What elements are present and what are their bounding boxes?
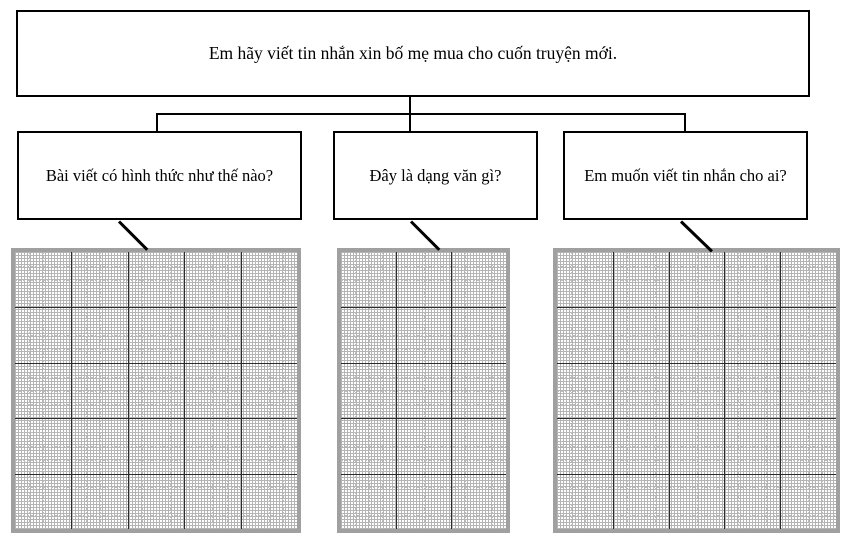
grid-minor-vertical-line (198, 252, 199, 529)
grid-minor-horizontal-line (557, 294, 836, 295)
grid-major-horizontal-line (557, 418, 836, 419)
grid-minor-vertical-line (710, 252, 711, 529)
grid-major-horizontal-line (341, 307, 506, 308)
answer-grid-1[interactable] (11, 248, 301, 533)
question-3-text: Em muốn viết tin nhắn cho ai? (584, 165, 787, 185)
answer-grid-2-lines (341, 252, 506, 529)
grid-minor-horizontal-line (341, 349, 506, 350)
grid-minor-vertical-line (57, 252, 58, 529)
question-box-2 (333, 131, 538, 220)
grid-major-horizontal-line (341, 418, 506, 419)
answer-grid-3[interactable] (553, 248, 840, 533)
grid-minor-vertical-line (655, 252, 656, 529)
grid-minor-horizontal-line (341, 294, 506, 295)
question-box-3 (563, 131, 808, 220)
grid-major-vertical-line (669, 252, 670, 529)
grid-minor-horizontal-line (15, 446, 297, 447)
prompt-box (16, 10, 810, 97)
leader-line-2 (410, 220, 440, 250)
grid-major-vertical-line (451, 252, 452, 529)
grid-minor-horizontal-line (557, 377, 836, 378)
grid-minor-horizontal-line (341, 335, 506, 336)
answer-grid-2[interactable] (337, 248, 510, 533)
grid-minor-vertical-line (170, 252, 171, 529)
grid-minor-vertical-line (410, 252, 411, 529)
grid-minor-vertical-line (437, 252, 438, 529)
grid-minor-vertical-line (599, 252, 600, 529)
grid-minor-vertical-line (382, 252, 383, 529)
grid-minor-horizontal-line (557, 266, 836, 267)
grid-major-vertical-line (71, 252, 72, 529)
grid-minor-horizontal-line (15, 404, 297, 405)
grid-minor-horizontal-line (341, 266, 506, 267)
grid-minor-horizontal-line (15, 487, 297, 488)
connector-drop-left (156, 113, 158, 132)
grid-minor-vertical-line (43, 252, 44, 529)
grid-minor-horizontal-line (341, 391, 506, 392)
connector-drop-middle (409, 113, 411, 132)
grid-minor-horizontal-line (15, 280, 297, 281)
grid-minor-horizontal-line (341, 321, 506, 322)
grid-major-horizontal-line (557, 307, 836, 308)
grid-major-horizontal-line (557, 474, 836, 475)
grid-minor-vertical-line (683, 252, 684, 529)
connector-horizontal-bus (156, 113, 686, 115)
grid-minor-vertical-line (492, 252, 493, 529)
grid-major-vertical-line (128, 252, 129, 529)
grid-major-vertical-line (780, 252, 781, 529)
grid-minor-vertical-line (29, 252, 30, 529)
grid-minor-horizontal-line (15, 266, 297, 267)
grid-major-horizontal-line (15, 474, 297, 475)
grid-minor-vertical-line (822, 252, 823, 529)
grid-minor-horizontal-line (341, 377, 506, 378)
grid-major-vertical-line (724, 252, 725, 529)
grid-major-vertical-line (241, 252, 242, 529)
grid-minor-vertical-line (794, 252, 795, 529)
grid-major-horizontal-line (341, 363, 506, 364)
grid-minor-horizontal-line (557, 446, 836, 447)
question-box-1 (17, 131, 302, 220)
grid-major-horizontal-line (341, 474, 506, 475)
grid-minor-horizontal-line (341, 487, 506, 488)
grid-minor-horizontal-line (341, 432, 506, 433)
grid-minor-horizontal-line (341, 515, 506, 516)
grid-minor-horizontal-line (557, 501, 836, 502)
grid-minor-horizontal-line (15, 501, 297, 502)
grid-major-horizontal-line (15, 418, 297, 419)
grid-minor-vertical-line (766, 252, 767, 529)
question-1-text: Bài viết có hình thức như thế nào? (45, 165, 274, 185)
grid-minor-horizontal-line (557, 349, 836, 350)
grid-minor-vertical-line (283, 252, 284, 529)
grid-minor-horizontal-line (15, 349, 297, 350)
grid-minor-horizontal-line (15, 432, 297, 433)
prompt-text: Em hãy viết tin nhắn xin bố mẹ mua cho cuốn truyện mới. (208, 43, 618, 64)
grid-minor-horizontal-line (557, 391, 836, 392)
answer-grid-3-lines (557, 252, 836, 529)
grid-minor-vertical-line (752, 252, 753, 529)
grid-major-horizontal-line (15, 307, 297, 308)
grid-minor-horizontal-line (341, 460, 506, 461)
grid-minor-vertical-line (571, 252, 572, 529)
grid-minor-horizontal-line (557, 280, 836, 281)
grid-minor-vertical-line (255, 252, 256, 529)
grid-minor-horizontal-line (15, 391, 297, 392)
grid-minor-horizontal-line (557, 321, 836, 322)
grid-minor-horizontal-line (341, 446, 506, 447)
grid-minor-horizontal-line (15, 460, 297, 461)
grid-minor-vertical-line (355, 252, 356, 529)
grid-minor-vertical-line (641, 252, 642, 529)
grid-major-horizontal-line (15, 363, 297, 364)
grid-minor-vertical-line (465, 252, 466, 529)
grid-minor-horizontal-line (15, 294, 297, 295)
grid-minor-horizontal-line (557, 460, 836, 461)
grid-minor-horizontal-line (15, 335, 297, 336)
grid-minor-horizontal-line (341, 404, 506, 405)
grid-minor-horizontal-line (15, 515, 297, 516)
grid-minor-horizontal-line (15, 377, 297, 378)
grid-minor-horizontal-line (557, 487, 836, 488)
grid-major-vertical-line (396, 252, 397, 529)
grid-minor-horizontal-line (341, 501, 506, 502)
grid-minor-vertical-line (479, 252, 480, 529)
grid-minor-vertical-line (738, 252, 739, 529)
grid-minor-horizontal-line (341, 280, 506, 281)
grid-minor-horizontal-line (557, 404, 836, 405)
grid-minor-horizontal-line (15, 321, 297, 322)
grid-minor-vertical-line (212, 252, 213, 529)
grid-major-vertical-line (184, 252, 185, 529)
grid-minor-vertical-line (156, 252, 157, 529)
grid-minor-vertical-line (114, 252, 115, 529)
grid-major-horizontal-line (557, 363, 836, 364)
grid-minor-horizontal-line (557, 515, 836, 516)
grid-minor-vertical-line (627, 252, 628, 529)
grid-minor-vertical-line (227, 252, 228, 529)
grid-minor-vertical-line (142, 252, 143, 529)
grid-minor-vertical-line (697, 252, 698, 529)
grid-minor-vertical-line (424, 252, 425, 529)
grid-minor-horizontal-line (557, 335, 836, 336)
grid-minor-vertical-line (808, 252, 809, 529)
leader-line-1 (118, 220, 148, 250)
grid-major-vertical-line (613, 252, 614, 529)
grid-minor-vertical-line (100, 252, 101, 529)
grid-minor-horizontal-line (557, 432, 836, 433)
grid-minor-vertical-line (269, 252, 270, 529)
grid-minor-vertical-line (369, 252, 370, 529)
answer-grid-1-lines (15, 252, 297, 529)
connector-drop-right (684, 113, 686, 132)
question-2-text: Đây là dạng văn gì? (369, 165, 502, 185)
grid-minor-vertical-line (86, 252, 87, 529)
grid-minor-vertical-line (585, 252, 586, 529)
